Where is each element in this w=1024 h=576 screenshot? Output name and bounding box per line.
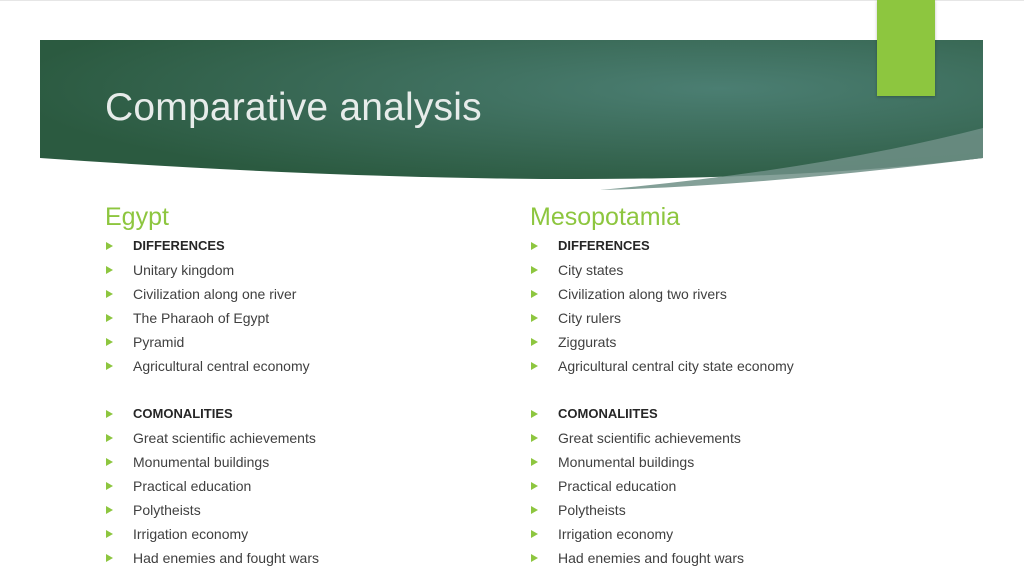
bullet-list [105, 234, 535, 570]
triangle-bullet-icon [106, 338, 113, 346]
triangle-bullet-icon [106, 458, 113, 466]
list-item [105, 546, 535, 570]
list-item-text: Pyramid [133, 334, 185, 350]
list-item [530, 354, 960, 378]
list-item-text: COMONALITIES [133, 406, 233, 421]
list-item [530, 282, 960, 306]
triangle-bullet-icon [106, 266, 113, 274]
triangle-bullet-icon [106, 530, 113, 538]
triangle-bullet-icon [531, 314, 538, 322]
triangle-bullet-icon [531, 458, 538, 466]
list-item [105, 426, 535, 450]
list-item [105, 258, 535, 282]
list-item-text: Practical education [558, 478, 677, 494]
section-label [530, 234, 960, 258]
triangle-bullet-icon [106, 242, 113, 250]
triangle-bullet-icon [106, 554, 113, 562]
list-item-text: City rulers [558, 310, 622, 326]
triangle-bullet-icon [106, 434, 113, 442]
section-label [105, 234, 535, 258]
triangle-bullet-icon [531, 338, 538, 346]
list-item-text: COMONALIITES [558, 406, 658, 421]
list-item-text: DIFFERENCES [133, 238, 225, 253]
green-accent-tab [877, 0, 935, 96]
list-item-text: Agricultural central city state economy [558, 358, 794, 374]
list-item [530, 474, 960, 498]
column-heading: Egypt [105, 203, 169, 231]
list-item-text: Monumental buildings [558, 454, 695, 470]
list-item [530, 426, 960, 450]
list-item-text: Great scientific achievements [133, 430, 316, 446]
list-item-text: Civilization along two rivers [558, 286, 727, 302]
triangle-bullet-icon [531, 266, 538, 274]
triangle-bullet-icon [531, 506, 538, 514]
list-item [530, 450, 960, 474]
list-item-text: City states [558, 262, 624, 278]
triangle-bullet-icon [531, 290, 538, 298]
triangle-bullet-icon [531, 554, 538, 562]
list-item-text: Polytheists [558, 502, 626, 518]
list-item-text: Unitary kingdom [133, 262, 235, 278]
triangle-bullet-icon [106, 362, 113, 370]
list-item [105, 330, 535, 354]
list-item-text: Practical education [133, 478, 252, 494]
list-item-text: Irrigation economy [133, 526, 249, 542]
triangle-bullet-icon [531, 530, 538, 538]
list-item-text: Great scientific achievements [558, 430, 741, 446]
list-item [105, 282, 535, 306]
triangle-bullet-icon [106, 410, 113, 418]
list-item-text: Had enemies and fought wars [133, 550, 319, 566]
section-label [105, 402, 535, 426]
list-item-text: Had enemies and fought wars [558, 550, 744, 566]
list-item [105, 522, 535, 546]
list-item-text: Civilization along one river [133, 286, 297, 302]
triangle-bullet-icon [531, 242, 538, 250]
list-item-text: Ziggurats [558, 334, 617, 350]
list-item [105, 354, 535, 378]
column-heading: Mesopotamia [530, 203, 681, 231]
list-item [530, 258, 960, 282]
list-item-text: Irrigation economy [558, 526, 674, 542]
list-item-text: Agricultural central economy [133, 358, 310, 374]
top-divider [0, 0, 1024, 1]
list-item [530, 498, 960, 522]
list-item [105, 306, 535, 330]
list-item [105, 474, 535, 498]
section-label [530, 402, 960, 426]
list-item-text: Polytheists [133, 502, 201, 518]
triangle-bullet-icon [531, 482, 538, 490]
list-item [105, 450, 535, 474]
triangle-bullet-icon [531, 410, 538, 418]
triangle-bullet-icon [531, 434, 538, 442]
triangle-bullet-icon [106, 314, 113, 322]
list-item [530, 522, 960, 546]
column-mesopotamia [530, 200, 960, 570]
triangle-bullet-icon [106, 290, 113, 298]
list-item [105, 498, 535, 522]
triangle-bullet-icon [531, 362, 538, 370]
column-egypt [105, 200, 535, 570]
list-item-text: Monumental buildings [133, 454, 270, 470]
bullet-list [530, 234, 960, 570]
list-item [530, 306, 960, 330]
list-spacer [530, 378, 960, 402]
list-item [530, 330, 960, 354]
list-item-text: DIFFERENCES [558, 238, 650, 253]
list-spacer [105, 378, 535, 402]
triangle-bullet-icon [106, 482, 113, 490]
triangle-bullet-icon [106, 506, 113, 514]
list-item [530, 546, 960, 570]
list-item-text: The Pharaoh of Egypt [133, 310, 270, 326]
slide-title: Comparative analysis [105, 86, 482, 129]
